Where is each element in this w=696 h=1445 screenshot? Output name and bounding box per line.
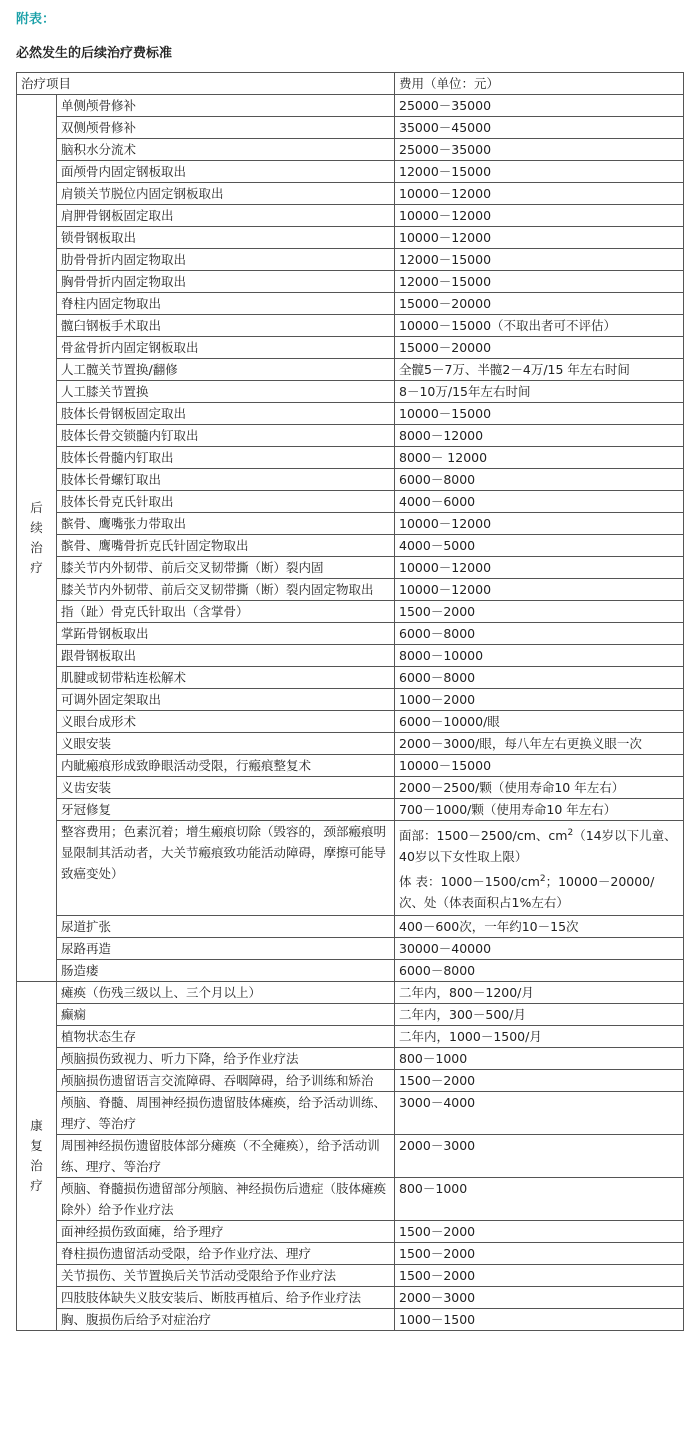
cost-face-note: （14岁以下儿童、40岁以下女性取上限） [399,828,677,864]
cost-cell: 6000－8000 [395,469,684,491]
item-cell: 脊柱内固定物取出 [57,293,395,315]
item-cell: 髌骨、鹰嘴张力带取出 [57,513,395,535]
cost-cell: 1500－2000 [395,1221,684,1243]
table-row [17,645,684,667]
cost-cell: 12000－15000 [395,161,684,183]
item-cell: 肩胛骨钢板固定取出 [57,205,395,227]
cost-cell: 全髋5－7万、半髋2－4万/15 年左右时间 [395,359,684,381]
item-cell: 肢体长骨克氏针取出 [57,491,395,513]
table-row [17,447,684,469]
item-cell: 双侧颅骨修补 [57,117,395,139]
cost-cell: 800－1000 [395,1178,684,1221]
cost-cell: 3000－4000 [395,1092,684,1135]
table-row [17,1265,684,1287]
table-row [17,1092,684,1135]
cost-cell: 10000－12000 [395,205,684,227]
cost-cell: 6000－8000 [395,623,684,645]
table-row [17,982,684,1004]
cost-cell: 6000－10000/眼 [395,711,684,733]
cost-body-sup: 2 [539,873,546,884]
item-cell: 脊柱损伤遗留活动受限，给予作业疗法、理疗 [57,1243,395,1265]
table-row [17,960,684,982]
cost-cell: 25000－35000 [395,139,684,161]
table-row [17,337,684,359]
category-label: 康复治疗 [30,1118,43,1193]
table-row [17,1221,684,1243]
item-cell: 颅脑、脊髓损伤遗留部分颅脑、神经损伤后遗症（肢体瘫痪除外）给予作业疗法 [57,1178,395,1221]
item-cell: 肢体长骨交锁髓内钉取出 [57,425,395,447]
item-cell: 胸骨骨折内固定物取出 [57,271,395,293]
item-cell: 肩锁关节脱位内固定钢板取出 [57,183,395,205]
cost-face-sup: 2 [567,827,574,838]
table-row [17,535,684,557]
item-cell: 胸、腹损伤后给予对症治疗 [57,1309,395,1331]
item-cell: 整容费用；色素沉着；增生瘢痕切除（毁容的，颈部瘢痕明显限制其活动者，大关节瘢痕致功能活动障碍，摩擦可能导致癌变处） [57,821,395,916]
table-heading: 必然发生的后续治疗费标准 [16,46,173,61]
cost-cell: 二年内，1000－1500/月 [395,1026,684,1048]
table-row [17,1048,684,1070]
cost-cell: 700－1000/颗（使用寿命10 年左右） [395,799,684,821]
cost-cell: 4000－6000 [395,491,684,513]
item-cell: 颅脑损伤遗留语言交流障碍、吞咽障碍，给予训练和矫治 [57,1070,395,1092]
category-cell [17,982,57,1331]
cost-cell: 二年内，300－500/月 [395,1004,684,1026]
cost-cell: 15000－20000 [395,337,684,359]
table-row [17,161,684,183]
table-row [17,777,684,799]
cost-cell [395,821,684,916]
item-cell: 癫痫 [57,1004,395,1026]
item-cell: 尿道扩张 [57,916,395,938]
cost-cell: 35000－45000 [395,117,684,139]
cost-cell: 1500－2000 [395,601,684,623]
table-row [17,916,684,938]
cost-cell: 12000－15000 [395,249,684,271]
table-row [17,623,684,645]
category-label: 后续治疗 [30,500,43,575]
item-cell: 义眼台成形术 [57,711,395,733]
category-cell [17,95,57,982]
table-row [17,359,684,381]
table-row [17,381,684,403]
cost-cell: 2000－2500/颗（使用寿命10 年左右） [395,777,684,799]
item-cell: 指（趾）骨克氏针取出（含掌骨） [57,601,395,623]
item-cell: 膝关节内外韧带、前后交叉韧带撕（断）裂内固定物取出 [57,579,395,601]
cost-body-text: 体 表：1000－1500/cm [399,874,540,889]
table-row [17,425,684,447]
cost-cell: 1000－1500 [395,1309,684,1331]
table-row [17,183,684,205]
cost-cell: 12000－15000 [395,271,684,293]
item-cell: 脑积水分流术 [57,139,395,161]
item-cell: 骨盆骨折内固定钢板取出 [57,337,395,359]
cost-cell: 二年内，800－1200/月 [395,982,684,1004]
table-row [17,733,684,755]
table-row [17,667,684,689]
cost-cell: 8－10万/15年左右时间 [395,381,684,403]
cost-cell: 8000－10000 [395,645,684,667]
item-cell: 跟骨钢板取出 [57,645,395,667]
item-cell: 周围神经损伤遗留肢体部分瘫痪（不全瘫痪），给予活动训练、理疗、等治疗 [57,1135,395,1178]
item-cell: 肢体长骨髓内钉取出 [57,447,395,469]
table-row [17,711,684,733]
cost-cell: 10000－15000（不取出者可不评估） [395,315,684,337]
item-cell: 内眦瘢痕形成致睁眼活动受限，行瘢痕整复术 [57,755,395,777]
cost-cell: 10000－12000 [395,183,684,205]
item-cell: 人工髋关节置换/翻修 [57,359,395,381]
cost-cell: 1500－2000 [395,1265,684,1287]
treatment-cost-table [16,72,684,1331]
item-cell: 肢体长骨螺钉取出 [57,469,395,491]
table-row [17,139,684,161]
table-row [17,491,684,513]
cost-cell: 10000－12000 [395,227,684,249]
item-cell: 关节损伤、关节置换后关节活动受限给予作业疗法 [57,1265,395,1287]
cost-cell: 8000－ 12000 [395,447,684,469]
table-row [17,579,684,601]
table-row [17,1178,684,1221]
item-cell: 颅脑、脊髓、周围神经损伤遗留肢体瘫痪，给予活动训练、理疗、等治疗 [57,1092,395,1135]
table-row [17,469,684,491]
cost-cell: 1500－2000 [395,1070,684,1092]
table-row [17,689,684,711]
cost-cell: 25000－35000 [395,95,684,117]
item-cell: 单侧颅骨修补 [57,95,395,117]
item-cell: 牙冠修复 [57,799,395,821]
cost-cell: 15000－20000 [395,293,684,315]
table-row [17,821,684,916]
cost-cell: 10000－15000 [395,755,684,777]
header-cost: 费用（单位：元） [395,73,684,95]
item-cell: 肢体长骨钢板固定取出 [57,403,395,425]
cost-cell: 2000－3000 [395,1287,684,1309]
cost-cell: 10000－12000 [395,557,684,579]
item-cell: 可调外固定架取出 [57,689,395,711]
table-row [17,1004,684,1026]
item-cell: 髋臼钢板手术取出 [57,315,395,337]
item-cell: 锁骨钢板取出 [57,227,395,249]
cost-face [399,821,679,867]
table-row [17,557,684,579]
appendix-label: 附表： [16,12,56,27]
cost-cell: 1500－2000 [395,1243,684,1265]
cost-cell: 6000－8000 [395,960,684,982]
cost-cell: 10000－12000 [395,513,684,535]
item-cell: 义齿安装 [57,777,395,799]
table-row [17,1026,684,1048]
cost-cell: 10000－15000 [395,403,684,425]
table-row [17,1287,684,1309]
item-cell: 颅脑损伤致视力、听力下降，给予作业疗法 [57,1048,395,1070]
item-cell: 人工膝关节置换 [57,381,395,403]
table-row [17,938,684,960]
item-cell: 掌跖骨钢板取出 [57,623,395,645]
table-row [17,755,684,777]
item-cell: 义眼安装 [57,733,395,755]
table-row [17,293,684,315]
table-row [17,315,684,337]
table-row [17,271,684,293]
item-cell: 膝关节内外韧带、前后交叉韧带撕（断）裂内固 [57,557,395,579]
table-header-row [17,73,684,95]
table-row [17,1243,684,1265]
table-row [17,601,684,623]
cost-cell: 1000－2000 [395,689,684,711]
table-row [17,513,684,535]
item-cell: 尿路再造 [57,938,395,960]
table-row [17,1070,684,1092]
table-row [17,799,684,821]
cost-cell: 2000－3000/眼，每八年左右更换义眼一次 [395,733,684,755]
table-row [17,117,684,139]
cost-cell: 4000－5000 [395,535,684,557]
cost-cell: 2000－3000 [395,1135,684,1178]
cost-cell: 30000－40000 [395,938,684,960]
cost-face-text: 面部：1500－2500/cm、cm [399,828,568,843]
cost-cell: 400－600次，一年约10－15次 [395,916,684,938]
cost-body [399,867,679,915]
item-cell: 髌骨、鹰嘴骨折克氏针固定物取出 [57,535,395,557]
cost-cell: 6000－8000 [395,667,684,689]
item-cell: 植物状态生存 [57,1026,395,1048]
item-cell: 面颅骨内固定钢板取出 [57,161,395,183]
table-row [17,249,684,271]
table-row [17,1135,684,1178]
table-row [17,403,684,425]
item-cell: 肠造瘘 [57,960,395,982]
table-row [17,205,684,227]
item-cell: 瘫痪（伤残三级以上、三个月以上） [57,982,395,1004]
table-row [17,1309,684,1331]
table-row [17,227,684,249]
item-cell: 肌腱或韧带粘连松解术 [57,667,395,689]
cost-cell: 8000－12000 [395,425,684,447]
cost-body-note: ；10000－20000/次、处（体表面积占1%左右） [399,874,655,910]
cost-cell: 800－1000 [395,1048,684,1070]
cost-cell: 10000－12000 [395,579,684,601]
header-item: 治疗项目 [17,73,395,95]
item-cell: 面神经损伤致面瘫，给予理疗 [57,1221,395,1243]
item-cell: 四肢肢体缺失义肢安装后、断肢再植后、给予作业疗法 [57,1287,395,1309]
table-row [17,95,684,117]
item-cell: 肋骨骨折内固定物取出 [57,249,395,271]
